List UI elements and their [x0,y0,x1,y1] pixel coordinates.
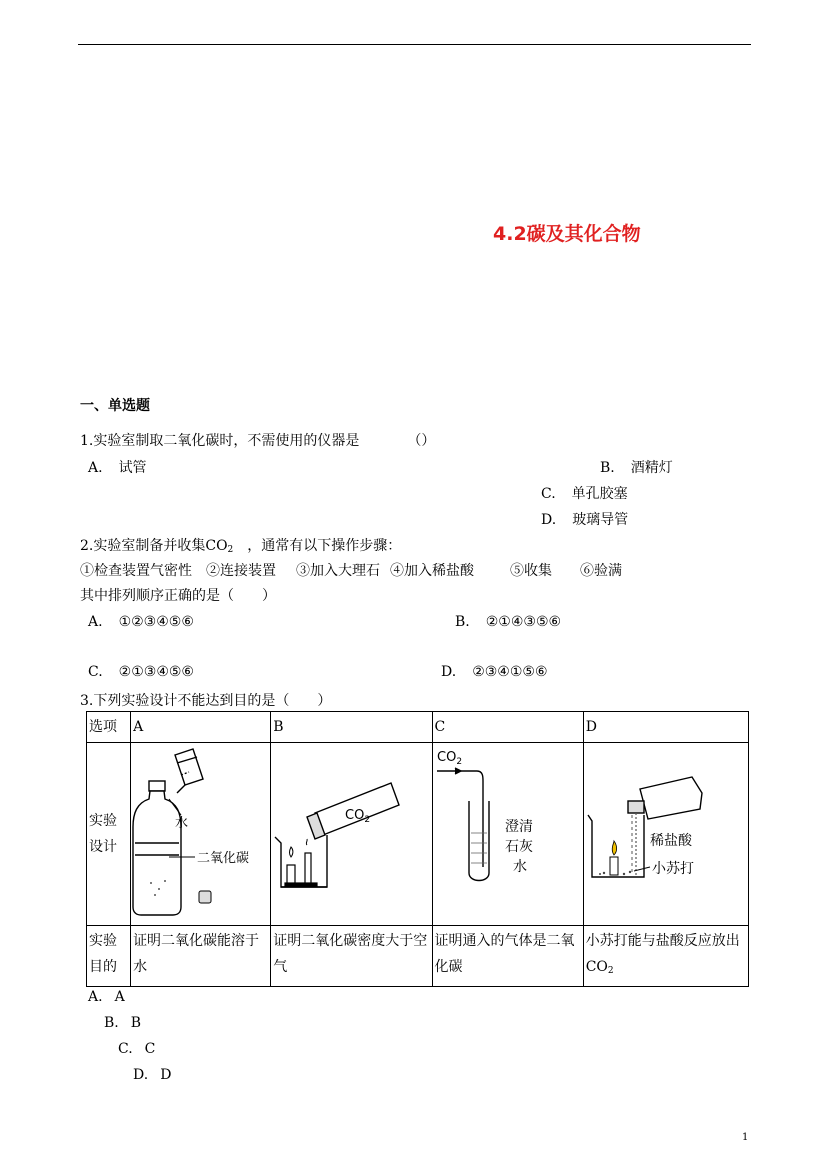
q2-ask: 其中排列顺序正确的是（ ） [80,588,276,604]
option-letter: D. [441,664,457,680]
q1-option-c[interactable] [541,483,628,503]
option-letter: B. [600,460,615,476]
option-text: 玻璃导管 [572,512,629,528]
q2-option-c[interactable] [88,664,194,680]
option-text: ②③④①⑤⑥ [472,664,548,680]
goal-d-sub: 2 [607,966,614,976]
option-letter: A. [88,460,103,476]
option-text: ①②③④⑤⑥ [118,614,194,630]
candle-beaker-figure [271,743,432,921]
q1-stem-text: 1.实验室制取二氧化碳时，不需使用的仪器是 [80,433,360,449]
q2-step: ⑥验满 [580,563,622,579]
goal-cell-b: 证明二氧化碳密度大于空气 [271,926,432,987]
label-limewater-1: 澄清 [504,819,533,835]
q2-step: ④加入稀盐酸 [390,563,474,579]
design-figure-a [131,743,271,926]
option-text: 试管 [118,460,147,476]
acid-beaker-figure [584,743,749,921]
option-letter: D. [541,512,557,528]
q3-stem: 3.下列实验设计不能达到目的是（ ） [80,693,332,709]
option-text: ②①③④⑤⑥ [118,664,194,680]
q3-option-d[interactable] [133,1067,171,1083]
option-letter: C. [88,664,103,680]
q1-option-b[interactable] [600,457,673,477]
option-text: A [114,989,125,1005]
table-col-header: B [271,712,432,743]
q2-step: ②连接装置 [206,563,276,579]
q1-paren: （） [407,433,436,449]
q3-option-a[interactable] [88,989,125,1005]
option-text: ②①④③⑤⑥ [485,614,562,630]
page-number: 1 [742,1132,749,1143]
test-tube-figure [433,743,584,921]
label-co2-b: $CO_2$ [345,808,371,825]
goal-cell-d [583,926,748,987]
option-text: C [144,1041,156,1057]
goal-cell-a: 证明二氧化碳能溶于水 [131,926,271,987]
label-co2-c: $CO_2$ [436,750,462,767]
table-col-header: A [131,712,271,743]
design-figure-b [271,743,432,926]
section-heading: 一、单选题 [80,398,150,414]
q3-option-c[interactable] [118,1041,155,1057]
option-letter: D. [133,1067,149,1083]
design-figure-d [583,743,748,926]
bottle-figure [131,743,271,921]
q2-option-d[interactable] [441,664,548,680]
table-row-label: 选项 [87,712,131,743]
q1-option-a[interactable] [88,457,147,477]
q2-steps [80,560,622,580]
page-title: 4.2碳及其化合物 [493,223,641,245]
option-letter: B. [104,1015,119,1031]
q2-stem-b: ，通常有以下操作步骤： [247,538,402,554]
q2-step: ⑤收集 [510,563,552,579]
q2-option-b[interactable] [455,614,561,630]
label-acid: 稀盐酸 [649,833,692,849]
table-row-label: 实验目的 [87,926,131,987]
goal-cell-c: 证明通入的气体是二氧化碳 [432,926,583,987]
table-row-label: 实验设计 [87,743,131,926]
option-letter: A. [88,614,103,630]
q2-step: ①检查装置气密性 [80,563,192,579]
header-rule [78,44,751,45]
table-col-header: C [432,712,583,743]
q2-option-a[interactable] [88,614,194,630]
q1-stem [80,430,435,450]
option-letter: C. [541,486,556,502]
table-col-header: D [583,712,748,743]
q2-stem [80,535,401,555]
q1-option-d[interactable] [541,509,628,529]
label-limewater-2: 石灰 [504,839,533,855]
option-text: B [130,1015,142,1031]
option-letter: B. [455,614,470,630]
label-soda: 小苏打 [651,861,694,877]
option-text: D [160,1067,172,1083]
option-letter: A. [88,989,103,1005]
q2-stem-a: 2.实验室制备并收集CO [80,538,228,554]
option-text: 酒精灯 [630,460,673,476]
option-text: 单孔胶塞 [571,486,628,502]
q2-step: ③加入大理石 [296,563,380,579]
q2-stem-sub: 2 [227,545,234,555]
option-letter: C. [118,1041,133,1057]
q3-table [86,711,749,987]
label-co2: 二氧化碳 [197,851,250,866]
design-figure-c [432,743,583,926]
label-water: 水 [175,816,189,831]
label-limewater-3: 水 [512,859,527,875]
q3-option-b[interactable] [104,1015,141,1031]
goal-d-text: 小苏打能与盐酸反应放出CO [585,933,740,975]
